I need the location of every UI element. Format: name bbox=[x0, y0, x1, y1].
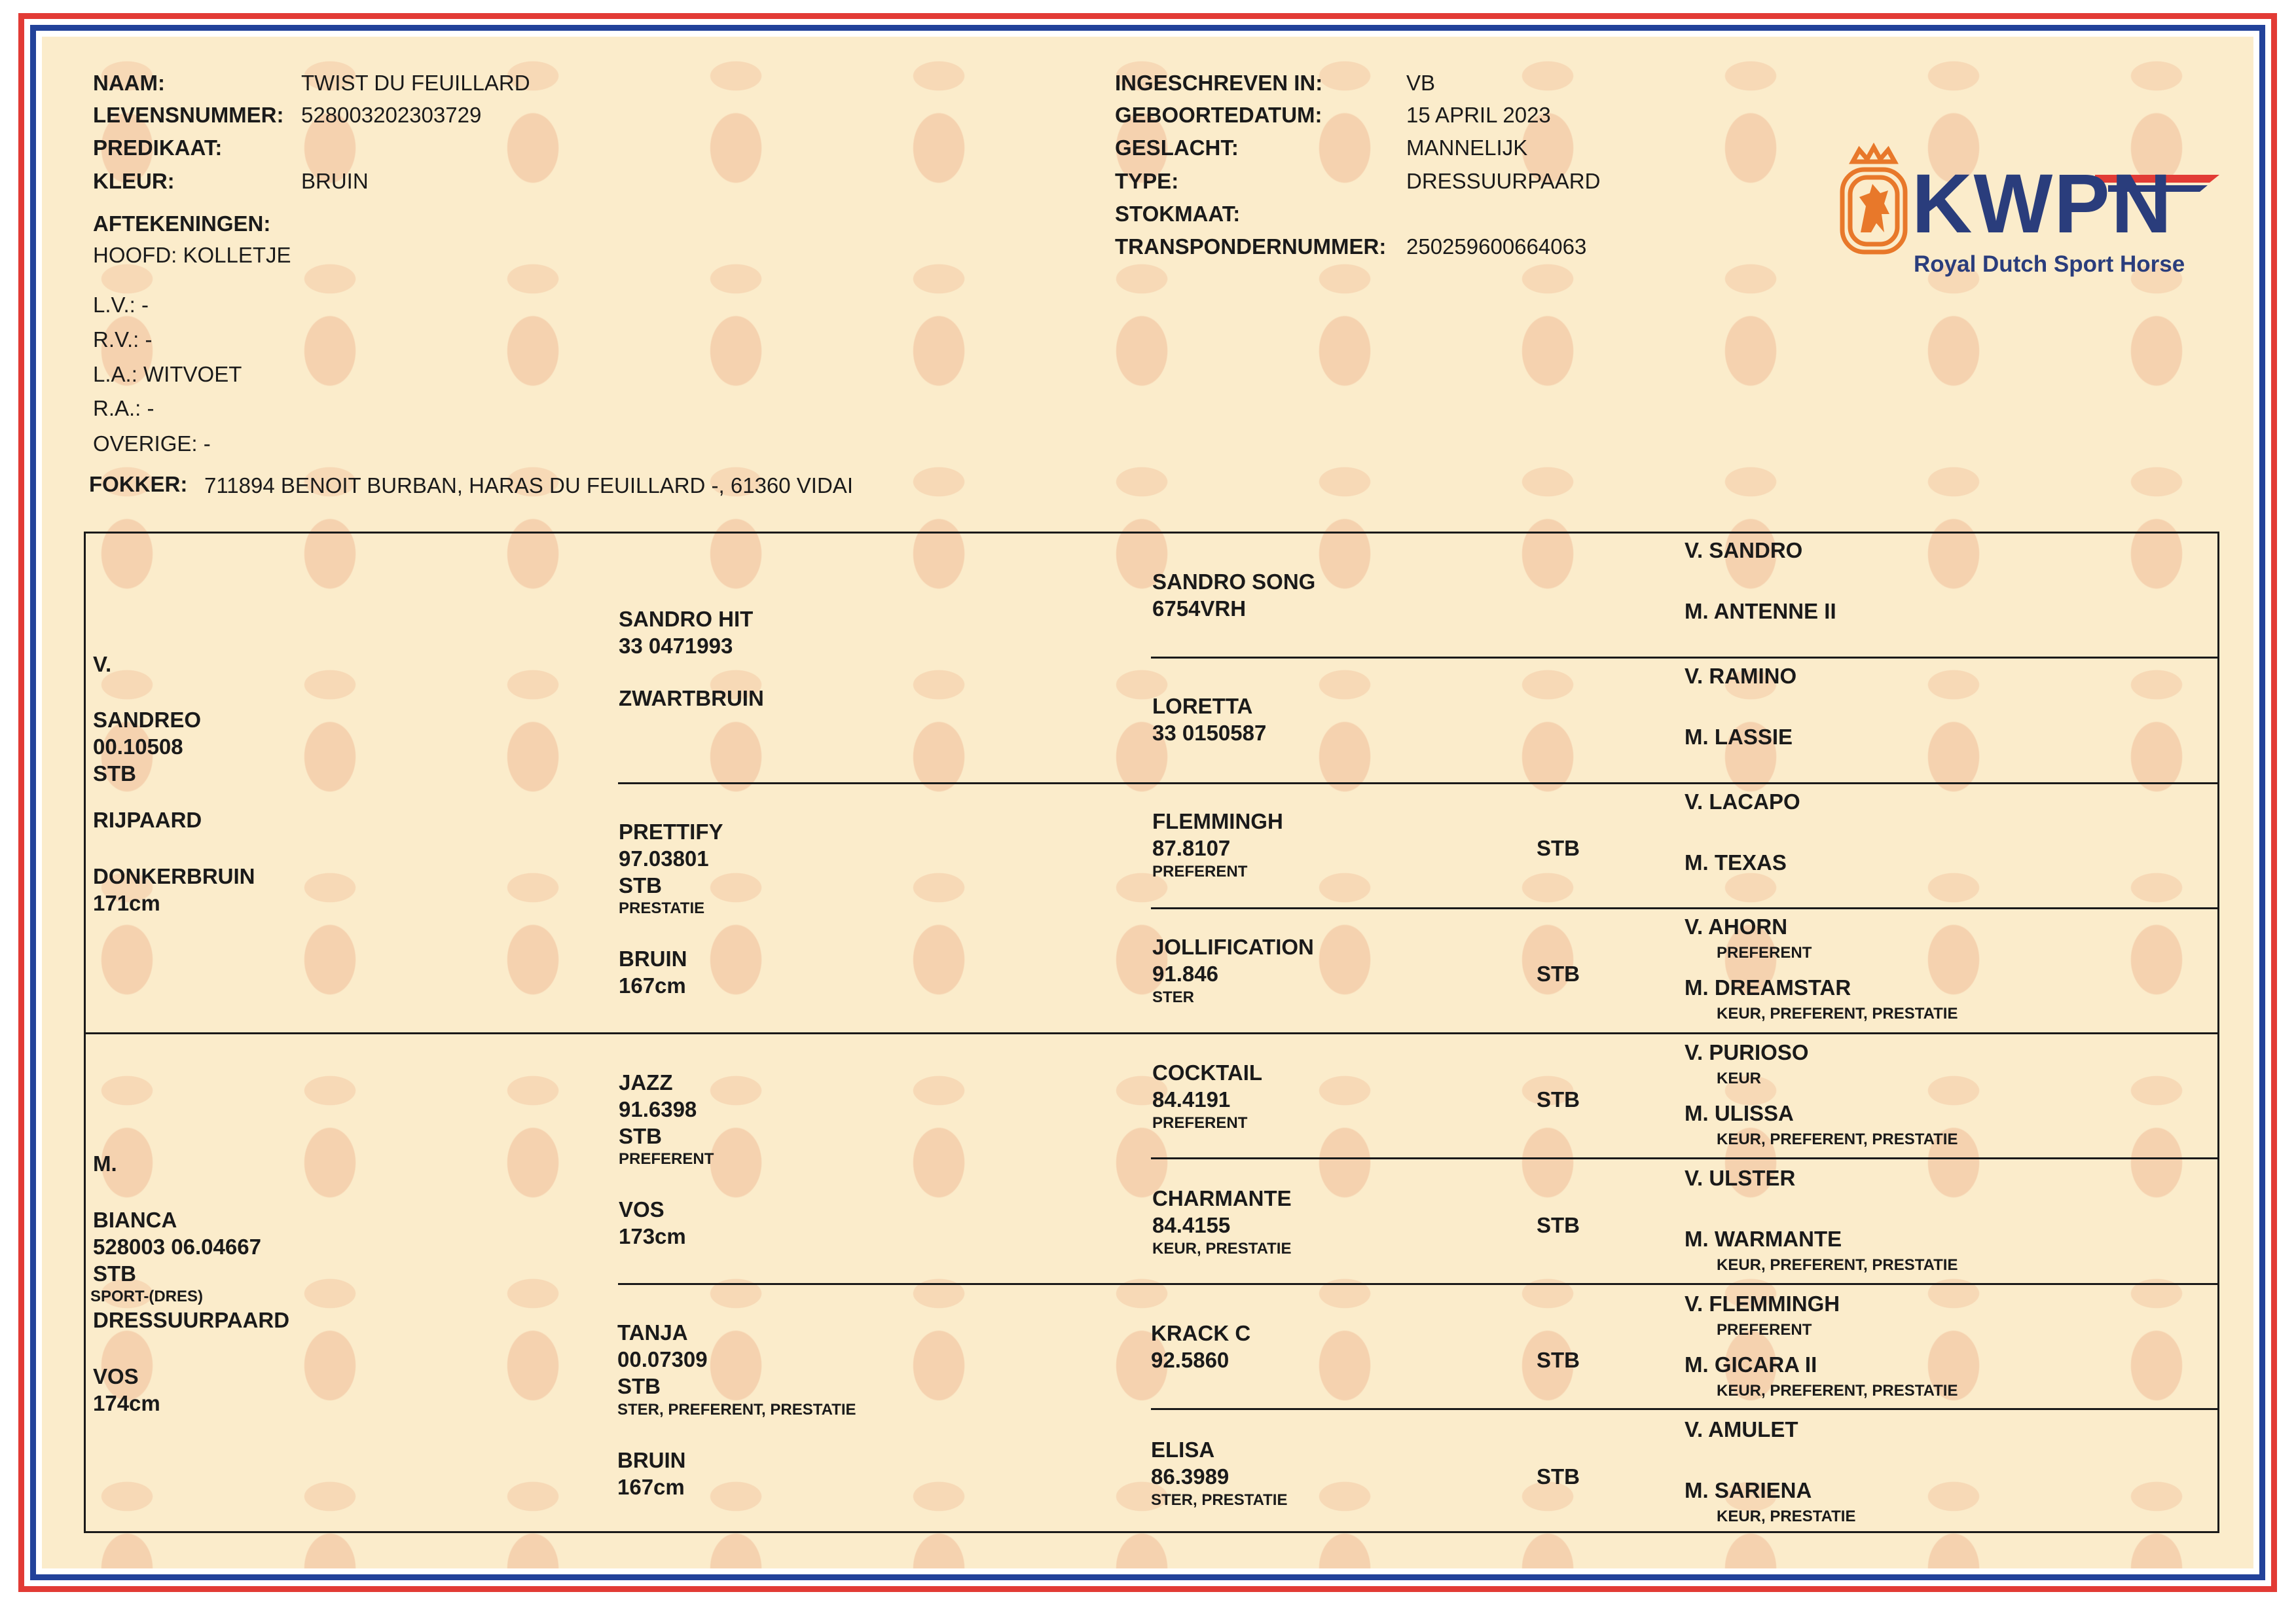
overige-value: OVERIGE: - bbox=[93, 431, 211, 456]
levensnummer-value: 528003202303729 bbox=[301, 103, 482, 127]
gen3-number: 6754VRH bbox=[1152, 596, 1247, 621]
pedigree-divider-gen2 bbox=[618, 782, 2219, 784]
gen3-studbook: STB bbox=[1537, 1087, 1580, 1112]
predikaat-label: PREDIKAAT: bbox=[93, 136, 223, 160]
gen3-number: 86.3989 bbox=[1151, 1464, 1230, 1489]
gen4-sire: V. AHORN bbox=[1685, 914, 1788, 939]
gen3-name: ELISA bbox=[1151, 1438, 1215, 1462]
pedigree-divider-gen3 bbox=[1151, 1157, 2219, 1159]
dam-height: 174cm bbox=[93, 1391, 160, 1415]
gen4-dam: M. LASSIE bbox=[1685, 725, 1793, 749]
ra-value: R.A.: - bbox=[93, 396, 155, 420]
kwpn-tagline: Royal Dutch Sport Horse bbox=[1914, 251, 2185, 277]
geslacht-label: GESLACHT: bbox=[1115, 136, 1239, 160]
gen2-color: BRUIN bbox=[619, 947, 687, 971]
dam-number: 528003 06.04667 bbox=[93, 1235, 261, 1259]
gen4-sire-predicate: PREFERENT bbox=[1717, 944, 1812, 962]
gen3-number: 33 0150587 bbox=[1152, 721, 1267, 745]
pedigree-divider-gen3 bbox=[1151, 1408, 2219, 1410]
gen2-number: 00.07309 bbox=[617, 1347, 708, 1371]
gen3-studbook: STB bbox=[1537, 1213, 1580, 1237]
gen2-name: SANDRO HIT bbox=[619, 607, 754, 631]
gen4-dam-predicate: KEUR, PREFERENT, PRESTATIE bbox=[1717, 1131, 1958, 1148]
gen2-name: TANJA bbox=[617, 1320, 688, 1345]
gen3-name: KRACK C bbox=[1151, 1321, 1251, 1345]
sire-name: SANDREO bbox=[93, 708, 202, 732]
gen4-sire: V. FLEMMINGH bbox=[1685, 1292, 1840, 1316]
gen4-sire: V. RAMINO bbox=[1685, 664, 1797, 688]
gen2-color: VOS bbox=[619, 1197, 665, 1222]
gen4-sire: V. PURIOSO bbox=[1685, 1040, 1809, 1064]
ingeschreven-value: VB bbox=[1406, 71, 1436, 95]
fokker-label: FOKKER: bbox=[89, 472, 188, 496]
gen4-dam-predicate: KEUR, PREFERENT, PRESTATIE bbox=[1717, 1256, 1958, 1274]
dam-studbook: STB bbox=[93, 1261, 136, 1286]
gen3-number: 87.8107 bbox=[1152, 836, 1231, 860]
gen2-studbook: STB bbox=[619, 873, 662, 897]
gen3-name: LORETTA bbox=[1152, 694, 1253, 718]
gen2-number: 97.03801 bbox=[619, 846, 709, 871]
fokker-value: 711894 BENOIT BURBAN, HARAS DU FEUILLARD -, 61360 VIDAI bbox=[204, 473, 853, 498]
gen3-number: 92.5860 bbox=[1151, 1348, 1230, 1372]
gen3-name: SANDRO SONG bbox=[1152, 570, 1316, 594]
gen2-color: BRUIN bbox=[617, 1448, 686, 1472]
gen2-number: 91.6398 bbox=[619, 1097, 697, 1121]
gen2-studbook: STB bbox=[619, 1124, 662, 1148]
gen2-predicate: PREFERENT bbox=[619, 1150, 714, 1168]
gen3-studbook: STB bbox=[1537, 1464, 1580, 1489]
sire-studbook: STB bbox=[93, 761, 136, 786]
naam-value: TWIST DU FEUILLARD bbox=[301, 71, 530, 95]
sire-height: 171cm bbox=[93, 891, 160, 915]
gen4-sire: V. LACAPO bbox=[1685, 789, 1800, 814]
gen2-predicate: PRESTATIE bbox=[619, 899, 705, 917]
sire-number: 00.10508 bbox=[93, 734, 183, 759]
aftekeningen-label: AFTEKENINGEN: bbox=[93, 211, 271, 236]
gen2-studbook: STB bbox=[617, 1374, 661, 1398]
gen3-predicate: PREFERENT bbox=[1152, 863, 1248, 880]
la-value: L.A.: WITVOET bbox=[93, 362, 242, 386]
gen4-dam-predicate: KEUR, PRESTATIE bbox=[1717, 1508, 1856, 1525]
levensnummer-label: LEVENSNUMMER: bbox=[93, 103, 284, 127]
transponder-label: TRANSPONDERNUMMER: bbox=[1115, 234, 1387, 259]
gen2-height: 173cm bbox=[619, 1224, 686, 1248]
sire-color: DONKERBRUIN bbox=[93, 864, 255, 888]
dam-color: VOS bbox=[93, 1364, 139, 1388]
gen4-sire-predicate: PREFERENT bbox=[1717, 1321, 1812, 1339]
type-label: TYPE: bbox=[1115, 169, 1179, 193]
gen4-dam: M. WARMANTE bbox=[1685, 1227, 1842, 1251]
gen2-predicate: STER, PREFERENT, PRESTATIE bbox=[617, 1401, 856, 1419]
gen3-studbook: STB bbox=[1537, 836, 1580, 860]
gen2-color: ZWARTBRUIN bbox=[619, 686, 764, 710]
gen3-number: 84.4155 bbox=[1152, 1213, 1231, 1237]
gen3-studbook: STB bbox=[1537, 1348, 1580, 1372]
gen4-dam: M. ULISSA bbox=[1685, 1101, 1794, 1125]
dam-prefix: M. bbox=[93, 1151, 117, 1176]
dam-predicate: SPORT-(DRES) bbox=[90, 1288, 204, 1305]
gen4-sire: V. ULSTER bbox=[1685, 1166, 1796, 1190]
transponder-value: 250259600664063 bbox=[1406, 234, 1587, 259]
gen4-dam-predicate: KEUR, PREFERENT, PRESTATIE bbox=[1717, 1382, 1958, 1400]
gen3-predicate: STER, PRESTATIE bbox=[1151, 1491, 1288, 1509]
gen4-dam: M. TEXAS bbox=[1685, 850, 1787, 875]
gen4-sire: V. AMULET bbox=[1685, 1417, 1798, 1441]
kleur-value: BRUIN bbox=[301, 169, 369, 193]
kleur-label: KLEUR: bbox=[93, 169, 175, 193]
gen4-sire-predicate: KEUR bbox=[1717, 1070, 1762, 1087]
gen3-number: 91.846 bbox=[1152, 962, 1218, 986]
gen2-height: 167cm bbox=[619, 973, 686, 998]
pedigree-divider-gen2 bbox=[618, 1283, 2219, 1285]
gen4-dam: M. SARIENA bbox=[1685, 1478, 1812, 1502]
ingeschreven-label: INGESCHREVEN IN: bbox=[1115, 71, 1323, 95]
gen4-sire: V. SANDRO bbox=[1685, 538, 1803, 562]
dam-name: BIANCA bbox=[93, 1208, 177, 1232]
gen2-number: 33 0471993 bbox=[619, 634, 733, 658]
gen3-number: 84.4191 bbox=[1152, 1087, 1231, 1112]
kwpn-wordmark: KWPN bbox=[1912, 157, 2174, 251]
gen3-name: CHARMANTE bbox=[1152, 1186, 1292, 1210]
gen3-predicate: PREFERENT bbox=[1152, 1114, 1248, 1132]
gen4-dam-predicate: KEUR, PREFERENT, PRESTATIE bbox=[1717, 1005, 1958, 1023]
stokmaat-label: STOKMAAT: bbox=[1115, 202, 1241, 226]
lv-value: L.V.: - bbox=[93, 293, 149, 317]
pedigree-divider-main bbox=[84, 1032, 2219, 1034]
gen4-dam: M. GICARA II bbox=[1685, 1352, 1817, 1377]
sire-type: RIJPAARD bbox=[93, 808, 202, 832]
dam-type: DRESSUURPAARD bbox=[93, 1308, 290, 1332]
pedigree-divider-gen3 bbox=[1151, 907, 2219, 909]
gen3-name: FLEMMINGH bbox=[1152, 809, 1283, 833]
gen3-studbook: STB bbox=[1537, 962, 1580, 986]
gen4-dam: M. DREAMSTAR bbox=[1685, 975, 1851, 1000]
type-value: DRESSUURPAARD bbox=[1406, 169, 1601, 193]
pedigree-divider-gen3 bbox=[1151, 657, 2219, 659]
gen3-predicate: KEUR, PRESTATIE bbox=[1152, 1240, 1292, 1258]
geboortedatum-label: GEBOORTEDATUM: bbox=[1115, 103, 1322, 127]
gen2-name: PRETTIFY bbox=[619, 820, 723, 844]
rv-value: R.V.: - bbox=[93, 327, 153, 352]
gen2-name: JAZZ bbox=[619, 1070, 673, 1095]
hoofd-value: HOOFD: KOLLETJE bbox=[93, 243, 291, 267]
gen3-name: COCKTAIL bbox=[1152, 1060, 1263, 1085]
sire-prefix: V. bbox=[93, 652, 112, 676]
geboortedatum-value: 15 APRIL 2023 bbox=[1406, 103, 1551, 127]
gen2-height: 167cm bbox=[617, 1475, 685, 1499]
gen3-predicate: STER bbox=[1152, 988, 1195, 1006]
gen4-dam: M. ANTENNE II bbox=[1685, 599, 1836, 623]
geslacht-value: MANNELIJK bbox=[1406, 136, 1528, 160]
naam-label: NAAM: bbox=[93, 71, 165, 95]
gen3-name: JOLLIFICATION bbox=[1152, 935, 1314, 959]
